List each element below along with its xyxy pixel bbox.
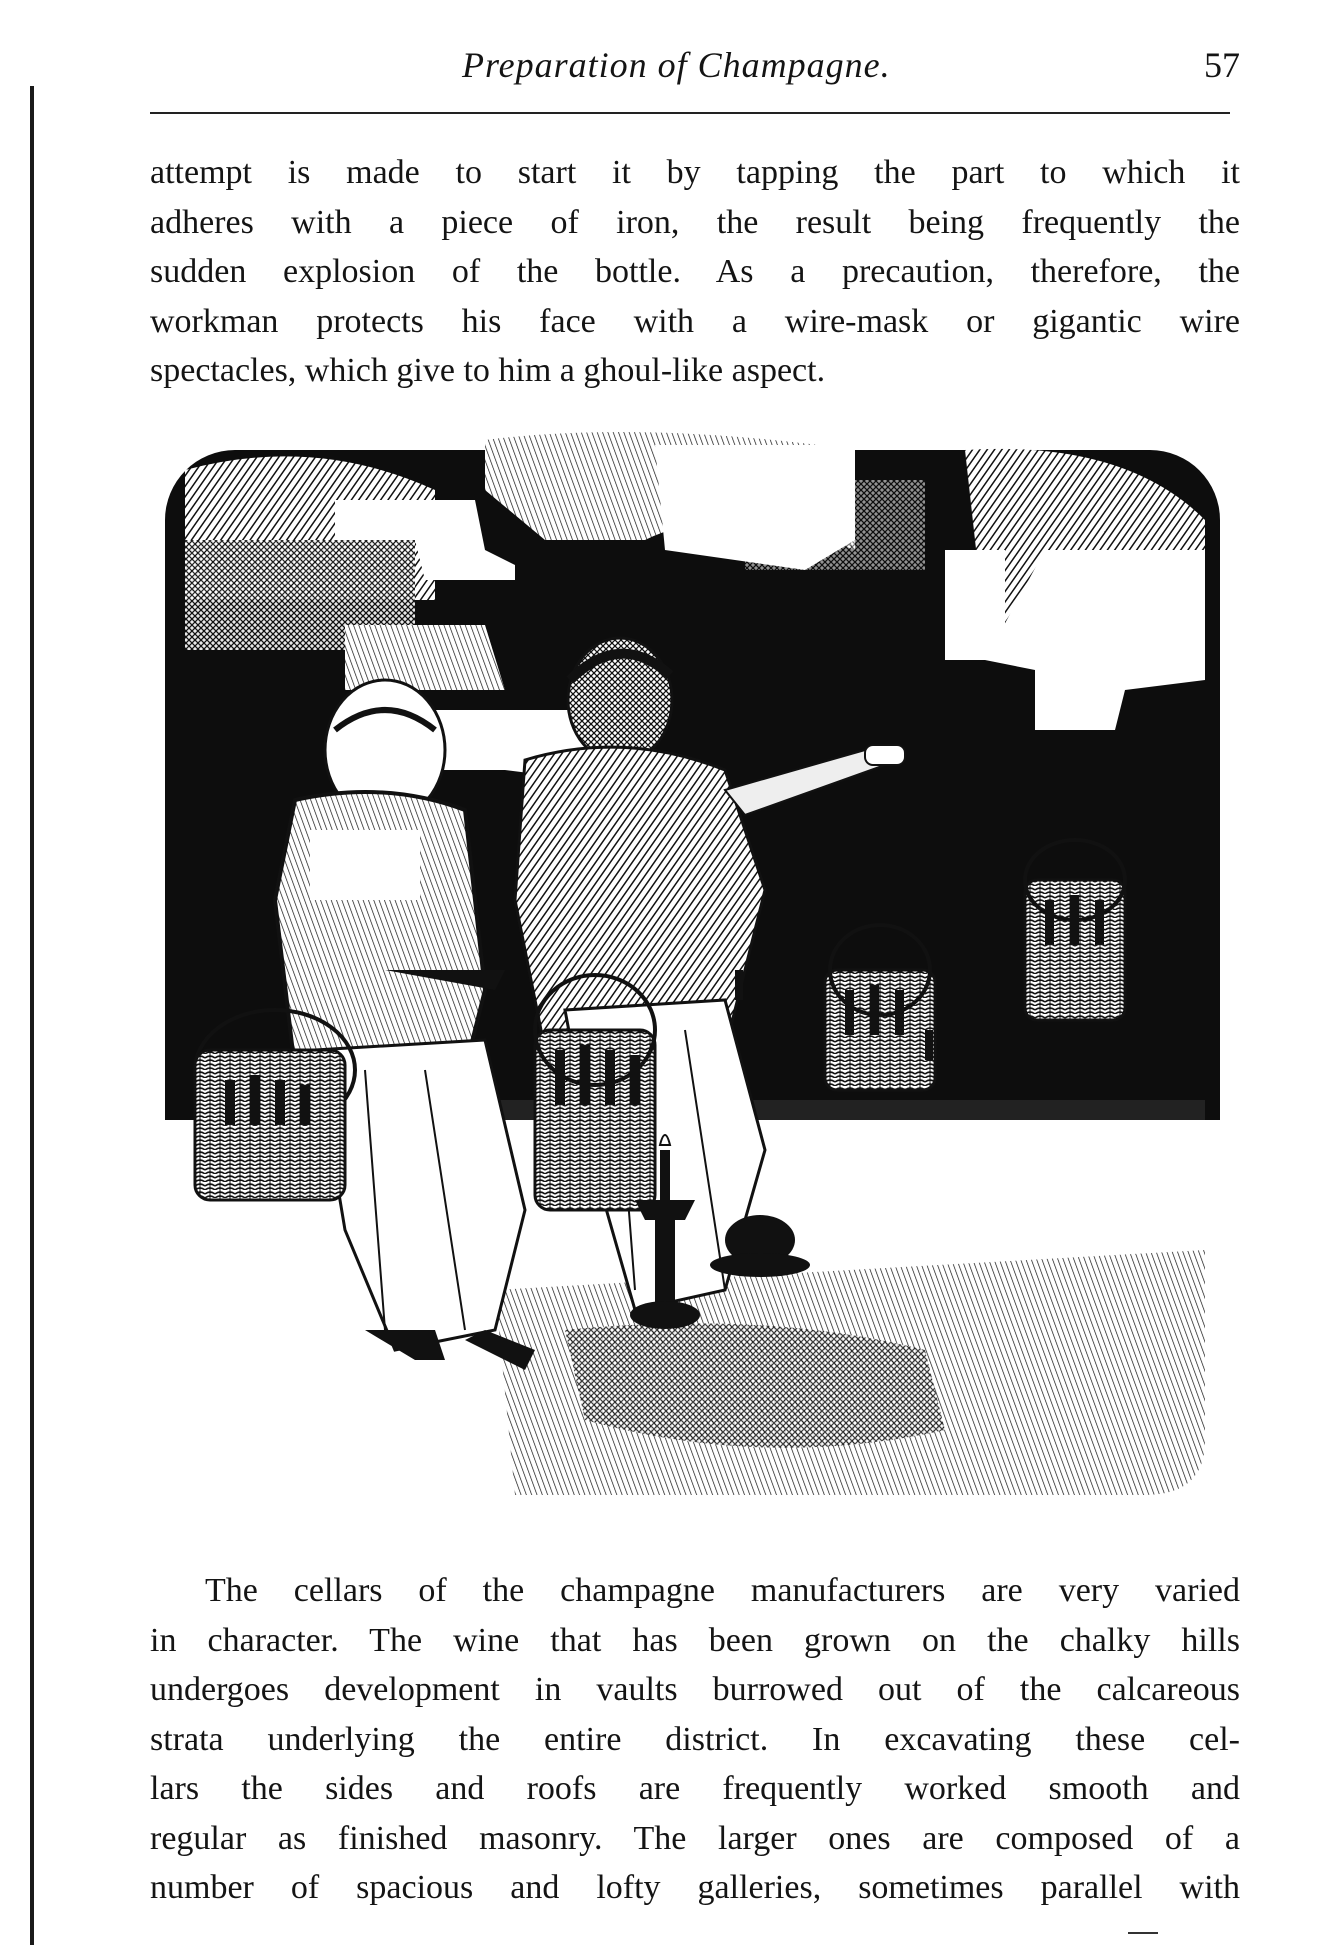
text-line: strata underlying the entire district. In excavating these cel- [150, 1720, 1240, 1758]
paragraph-2 [150, 1566, 1240, 1913]
engraving-illustration-icon [165, 430, 1220, 1510]
header-rule [150, 112, 1230, 114]
text-line: undergoes development in vaults burrowed out of the calcareous [150, 1671, 1240, 1708]
page-edge-rule [30, 86, 34, 1945]
paragraph-1 [150, 148, 1240, 396]
footer-mark [1128, 1932, 1158, 1934]
text-line: in character. The wine that has been grown on the chalky hills [150, 1621, 1240, 1659]
page-number: 57 [1204, 45, 1240, 85]
running-title: Preparation of Champagne. [462, 45, 891, 85]
running-head [150, 38, 1250, 88]
text-line: number of spacious and lofty galleries, sometimes parallel with [150, 1869, 1240, 1906]
cellar-workers-engraving [165, 430, 1220, 1510]
text-line: lars the sides and roofs are frequently worked smooth and [150, 1770, 1240, 1807]
text-line: attempt is made to start it by tapping the part to which it [150, 154, 1240, 191]
text-line: spectacles, which give to him a ghoul-like aspect. [150, 352, 826, 389]
text-line: sudden explosion of the bottle. As a precaution, therefore, the [150, 253, 1240, 290]
text-line: adheres with a piece of iron, the result being frequently the [150, 203, 1240, 241]
text-line: The cellars of the champagne manufacturers are very varied [205, 1572, 1240, 1609]
text-line: regular as finished masonry. The larger ones are composed of a [150, 1819, 1240, 1857]
text-line: workman protects his face with a wire-mask or gigantic wire [150, 302, 1240, 340]
